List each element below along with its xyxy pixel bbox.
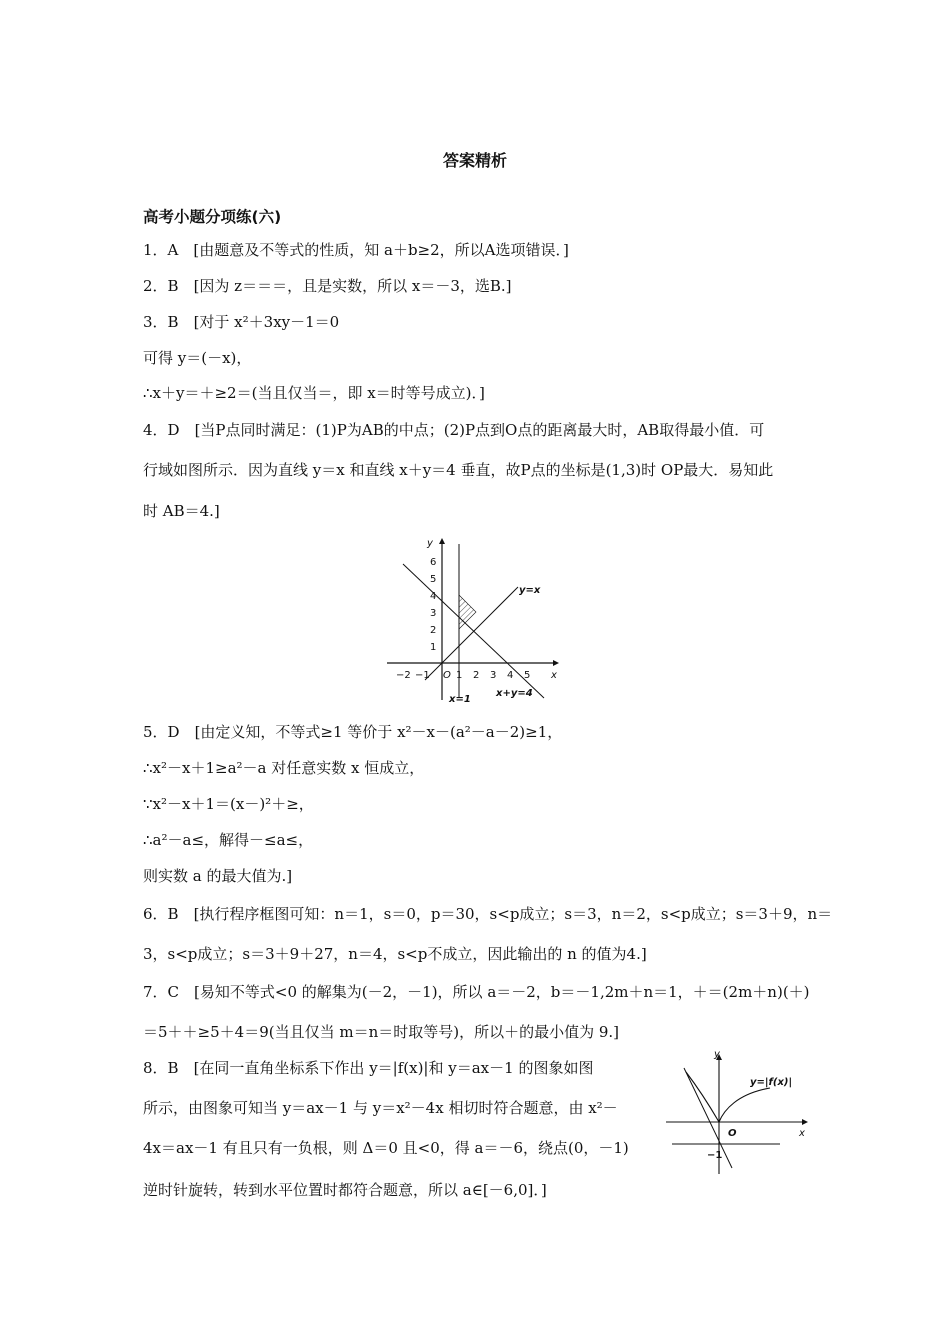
answer-8-line-3: 4x＝ax－1 有且只有一负根，则 Δ＝0 且<0，得 a＝－6，绕点(0，－1) xyxy=(143,1139,629,1157)
y-tick-2: 2 xyxy=(430,625,437,636)
label-abs-f: y=|f(x)| xyxy=(750,1077,793,1088)
answer-3-line-3: ∴x＋y＝＋≥2＝(当且仅当＝，即 x＝时等号成立)．] xyxy=(143,384,485,402)
answer-7: 7．C [易知不等式<0 的解集为(－2，－1)，所以 a＝－2，b＝－1,2m＋n＝1，＋＝(2m＋n)(＋) xyxy=(143,983,810,1001)
answer-8-line-4: 逆时针旋转，转到水平位置时都符合题意，所以 a∈[－6,0]．] xyxy=(143,1181,547,1199)
y-axis-label: y xyxy=(714,1049,720,1060)
answer-5: 5．D [由定义知，不等式≥1 等价于 x²－x－(a²－a－2)≥1， xyxy=(143,723,563,741)
answer-4: 4．D [当P点同时满足：(1)P为AB的中点；(2)P点到O点的距离最大时，AB取得最小值．可 xyxy=(143,421,765,439)
feasible-region xyxy=(459,595,476,629)
y-tick-3: 3 xyxy=(430,608,437,619)
page-title: 答案精析 xyxy=(442,151,507,170)
answer-6-line-2: 3，s<p成立；s＝3＋9＋27，n＝4，s<p不成立，因此输出的 n 的值为4.] xyxy=(143,945,647,963)
function-graph-figure xyxy=(662,1048,812,1178)
feasible-region-figure xyxy=(383,536,563,704)
label-y-equals-x: y=x xyxy=(519,585,541,596)
y-axis-label: y xyxy=(427,538,433,549)
answer-7-line-2: ＝5＋＋≥5＋4＝9(当且仅当 m＝n＝时取等号)，所以＋的最小值为 9.] xyxy=(143,1023,620,1041)
x-tick-1: 1 xyxy=(456,670,463,681)
answer-8-line-2: 所示，由图象可知当 y＝ax－1 与 y＝x²－4x 相切时符合题意，由 x²－ xyxy=(143,1099,618,1117)
answer-3: 3．B [对于 x²＋3xy－1＝0 xyxy=(143,313,340,331)
x-tick-neg1: −1 xyxy=(415,670,430,681)
answer-5-line-3: ∵x²－x＋1＝(x－)²＋≥， xyxy=(143,795,314,813)
answer-5-line-2: ∴x²－x＋1≥a²－a 对任意实数 x 恒成立， xyxy=(143,759,425,777)
answer-2: 2．B [因为 z＝＝＝，且是实数，所以 x＝－3，选B.] xyxy=(143,277,512,295)
y-tick-6: 6 xyxy=(430,557,437,568)
y-tick-minus-1: −1 xyxy=(707,1150,723,1161)
label-x-equals-1: x=1 xyxy=(449,694,471,704)
answer-8: 8．B [在同一直角坐标系下作出 y＝|f(x)|和 y＝ax－1 的图象如图 xyxy=(143,1059,594,1077)
y-tick-4: 4 xyxy=(430,591,437,602)
origin-label: O xyxy=(728,1128,737,1139)
x-tick-2: 2 xyxy=(473,670,480,681)
line-y-equals-x xyxy=(425,587,518,680)
x-tick-3: 3 xyxy=(490,670,497,681)
section-title: 高考小题分项练(六) xyxy=(143,208,282,226)
label-x-plus-y-equals-4: x+y=4 xyxy=(496,688,533,699)
x-axis-arrow-icon xyxy=(553,660,559,666)
answer-5-line-4: ∴a²－a≤，解得－≤a≤， xyxy=(143,831,314,849)
y-tick-1: 1 xyxy=(430,642,437,653)
answer-3-line-2: 可得 y＝(－x)， xyxy=(143,349,252,367)
x-axis-label: x xyxy=(551,670,557,681)
x-axis-arrow-icon xyxy=(802,1119,808,1125)
y-tick-5: 5 xyxy=(430,574,437,585)
x-tick-4: 4 xyxy=(507,670,514,681)
origin-label: O xyxy=(443,670,451,681)
answer-5-line-5: 则实数 a 的最大值为.] xyxy=(143,867,293,885)
y-axis-arrow-icon xyxy=(439,538,445,544)
x-tick-5: 5 xyxy=(524,670,531,681)
answer-4-line-2: 行域如图所示．因为直线 y＝x 和直线 x＋y＝4 垂直，故P点的坐标是(1,3)时 OP最大．易知此 xyxy=(143,461,774,479)
answer-1: 1．A [由题意及不等式的性质，知 a＋b≥2，所以A选项错误．] xyxy=(143,241,569,259)
answer-6: 6．B [执行程序框图可知：n＝1，s＝0，p＝30，s<p成立；s＝3，n＝2，s<p成立；s＝3＋9，n＝ xyxy=(143,905,833,923)
answer-4-line-3: 时 AB＝4.] xyxy=(143,502,220,520)
x-tick-neg2: −2 xyxy=(396,670,411,681)
x-axis-label: x xyxy=(799,1128,805,1139)
